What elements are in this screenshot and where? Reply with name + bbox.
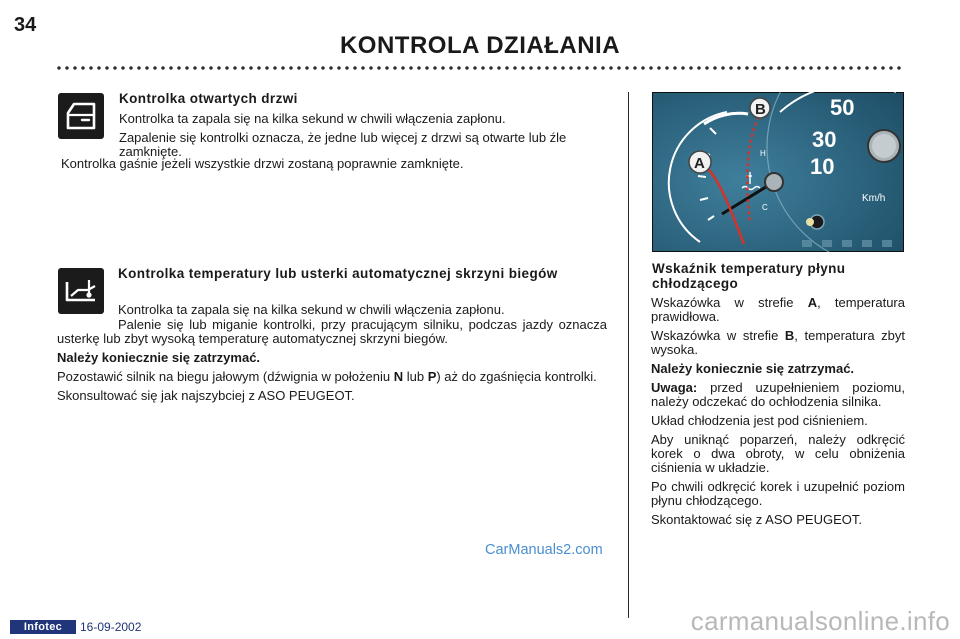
text-fragment: przed uzupełnieniem poziomu, należy odczekać do ochłodzenia silnika.	[651, 380, 905, 409]
cold-label: C	[762, 203, 768, 212]
zone-a-label: A	[694, 155, 705, 172]
coolant-burns-text: Aby uniknąć poparzeń, należy odkręcić korek o dwa obroty, w celu obniżenia ciśnienia w układzie.	[651, 432, 905, 475]
coolant-temperature-body	[651, 296, 905, 532]
zone-b-letter: B	[784, 328, 795, 343]
text-fragment: ) aż do zgaśnięcia kontrolki.	[436, 369, 597, 384]
dotted-divider	[55, 64, 905, 72]
text-fragment: Wskazówka w strefie	[651, 295, 808, 310]
gearbox-warning-text-4	[57, 370, 607, 384]
coolant-pressure-text: Układ chłodzenia jest pod ciśnieniem.	[651, 413, 868, 428]
door-warning-text-3: Kontrolka gaśnie jeżeli wszystkie drzwi zostaną poprawnie zamknięte.	[61, 156, 464, 171]
gearbox-warning-text-5: Skonsultować się jak najszybciej z ASO PEUGEOT.	[57, 388, 355, 403]
speed-10-label: 10	[810, 154, 835, 179]
text-fragment: Pozostawić silnik na biegu jałowym (dźwignia w położeniu	[57, 369, 394, 384]
text-fragment: lub	[403, 369, 428, 384]
gauge-dial-background	[652, 92, 904, 252]
gearbox-warning-text-1: Kontrolka ta zapala się na kilka sekund w chwili włączenia zapłonu.	[118, 302, 505, 317]
speed-30-label: 30	[812, 127, 837, 152]
text-fragment: , temperatura zbyt wysoka.	[651, 328, 905, 357]
column-divider	[628, 92, 629, 618]
open-door-icon	[58, 93, 104, 139]
text-fragment: , temperatura prawidłowa.	[651, 295, 905, 324]
gearbox-warning-heading: Kontrolka temperatury lub usterki automatycznej skrzyni biegów	[118, 266, 558, 281]
coolant-contact-text: Skontaktować się z ASO PEUGEOT.	[651, 512, 862, 527]
coolant-temperature-heading: Wskaźnik temperatury płynu chłodzącego	[652, 261, 846, 291]
zone-a-description	[651, 296, 905, 324]
zone-a-letter: A	[807, 295, 818, 310]
gearbox-stop-warning: Należy koniecznie się zatrzymać.	[57, 350, 261, 365]
hot-label: H	[760, 149, 766, 158]
speed-50-label: 50	[830, 95, 855, 120]
site-watermark: carmanualsonline.info	[690, 606, 950, 636]
door-warning-section	[119, 91, 607, 164]
gearbox-temperature-icon	[58, 268, 104, 314]
coolant-stop-warning: Należy koniecznie się zatrzymać.	[651, 361, 855, 376]
coolant-note	[651, 381, 905, 409]
publication-date: 16-09-2002	[80, 620, 142, 634]
zone-b-description	[651, 329, 905, 357]
coolant-refill-text: Po chwili odkręcić korek i uzupełnić poziom płynu chłodzącego.	[651, 479, 905, 508]
door-warning-text-2: Zapalenie się kontrolki oznacza, że jedne lub więcej z drzwi są otwarte lub źle zamknięte.	[119, 130, 567, 159]
text-fragment: Wskazówka w strefie	[651, 328, 785, 343]
speed-unit-label: Km/h	[862, 193, 886, 204]
carmanuals-watermark: CarManuals2.com	[485, 542, 603, 558]
temperature-gauge-hub	[765, 173, 783, 191]
door-warning-heading: Kontrolka otwartych drzwi	[119, 91, 298, 106]
gear-n-label: N	[393, 369, 404, 384]
gear-p-label: P	[427, 369, 437, 384]
infotec-badge: Infotec	[10, 620, 76, 634]
zone-b-label: B	[755, 101, 766, 118]
gearbox-warning-text-2: Palenie się lub miganie kontrolki, przy pracującym silniku, podczas jazdy oznacza usterkę lub zbyt wysoką temperaturę automatycznej skrzyni biegów.	[57, 317, 607, 346]
page-title: KONTROLA DZIAŁANIA	[339, 32, 621, 59]
page-number: 34	[14, 14, 37, 36]
note-label: Uwaga:	[651, 380, 698, 395]
gearbox-warning-body	[57, 318, 607, 408]
door-warning-text-1: Kontrolka ta zapala się na kilka sekund w chwili włączenia zapłonu.	[119, 111, 506, 126]
temperature-gauge-illustration	[652, 92, 904, 252]
